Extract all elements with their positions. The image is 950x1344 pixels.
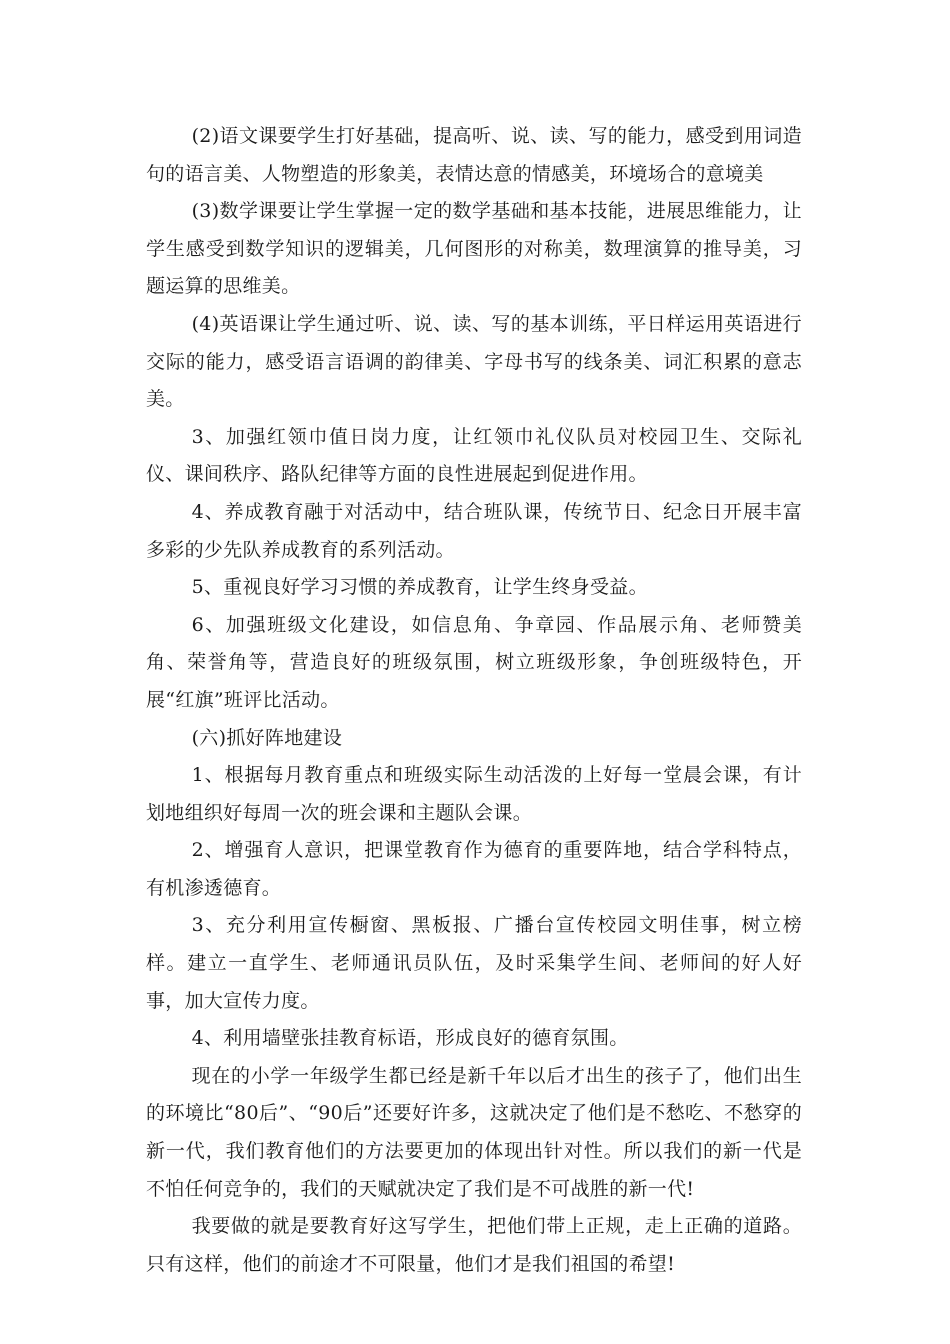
paragraph-chinese-class: (2)语文课要学生打好基础，提高听、说、读、写的能力，感受到用词造句的语言美、人物塑造的形象美，表情达意的情感美，环境场合的意境美 — [146, 125, 802, 185]
paragraph-math-class: (3)数学课要让学生掌握一定的数学基础和基本技能，进展思维能力，让学生感受到数学知识的逻辑美，几何图形的对称美，数理演算的推导美，习题运算的思维美。 — [146, 200, 802, 298]
paragraph-conclusion: 我要做的就是要教育好这写学生，把他们带上正规，走上正确的道路。只有这样，他们的前途才不可限量，他们才是我们祖国的希望! — [146, 1215, 802, 1275]
document-body — [146, 118, 802, 1283]
section-heading: (六)抓好阵地建设 — [191, 726, 343, 749]
paragraph-base-1: 1、根据每月教育重点和班级实际生动活泼的上好每一堂晨会课，有计划地组织好每周一次的班会课和主题队会课。 — [146, 764, 802, 824]
paragraph-base-4: 4、利用墙壁张挂教育标语，形成良好的德育氛围。 — [191, 1027, 629, 1050]
paragraph-item-6: 6、加强班级文化建设，如信息角、争章园、作品展示角、老师赞美角、荣誉角等，营造良好的班级氛围，树立班级形象，争创班级特色，开展“红旗”班评比活动。 — [146, 613, 802, 711]
paragraph-item-5: 5、重视良好学习习惯的养成教育，让学生终身受益。 — [191, 576, 648, 599]
paragraph-base-3: 3、充分利用宣传橱窗、黑板报、广播台宣传校园文明佳事，树立榜样。建立一直学生、老师通讯员队伍，及时采集学生间、老师间的好人好事，加大宣传力度。 — [146, 914, 802, 1012]
paragraph-reflection: 现在的小学一年级学生都已经是新千年以后才出生的孩子了，他们出生的环境比“80后”、“90后”还要好许多，这就决定了他们是不愁吃、不愁穿的新一代，我们教育他们的方法要更加的体现出针对性。所以我们的新一代是不怕任何竞争的，我们的天赋就决定了我们是不可战胜的新一代! — [146, 1064, 802, 1200]
paragraph-item-3: 3、加强红领巾值日岗力度，让红领巾礼仪队员对校园卫生、交际礼仪、课间秩序、路队纪律等方面的良性进展起到促进作用。 — [146, 425, 802, 486]
paragraph-english-class: (4)英语课让学生通过听、说、读、写的基本训练，平日样运用英语进行交际的能力，感受语言语调的韵律美、字母书写的线条美、词汇积累的意志美。 — [146, 312, 802, 411]
paragraph-item-4: 4、养成教育融于对活动中，结合班队课，传统节日、纪念日开展丰富多彩的少先队养成教育的系列活动。 — [146, 500, 802, 561]
paragraph-base-2: 2、增强育人意识，把课堂教育作为德育的重要阵地，结合学科特点，有机渗透德育。 — [146, 839, 802, 899]
